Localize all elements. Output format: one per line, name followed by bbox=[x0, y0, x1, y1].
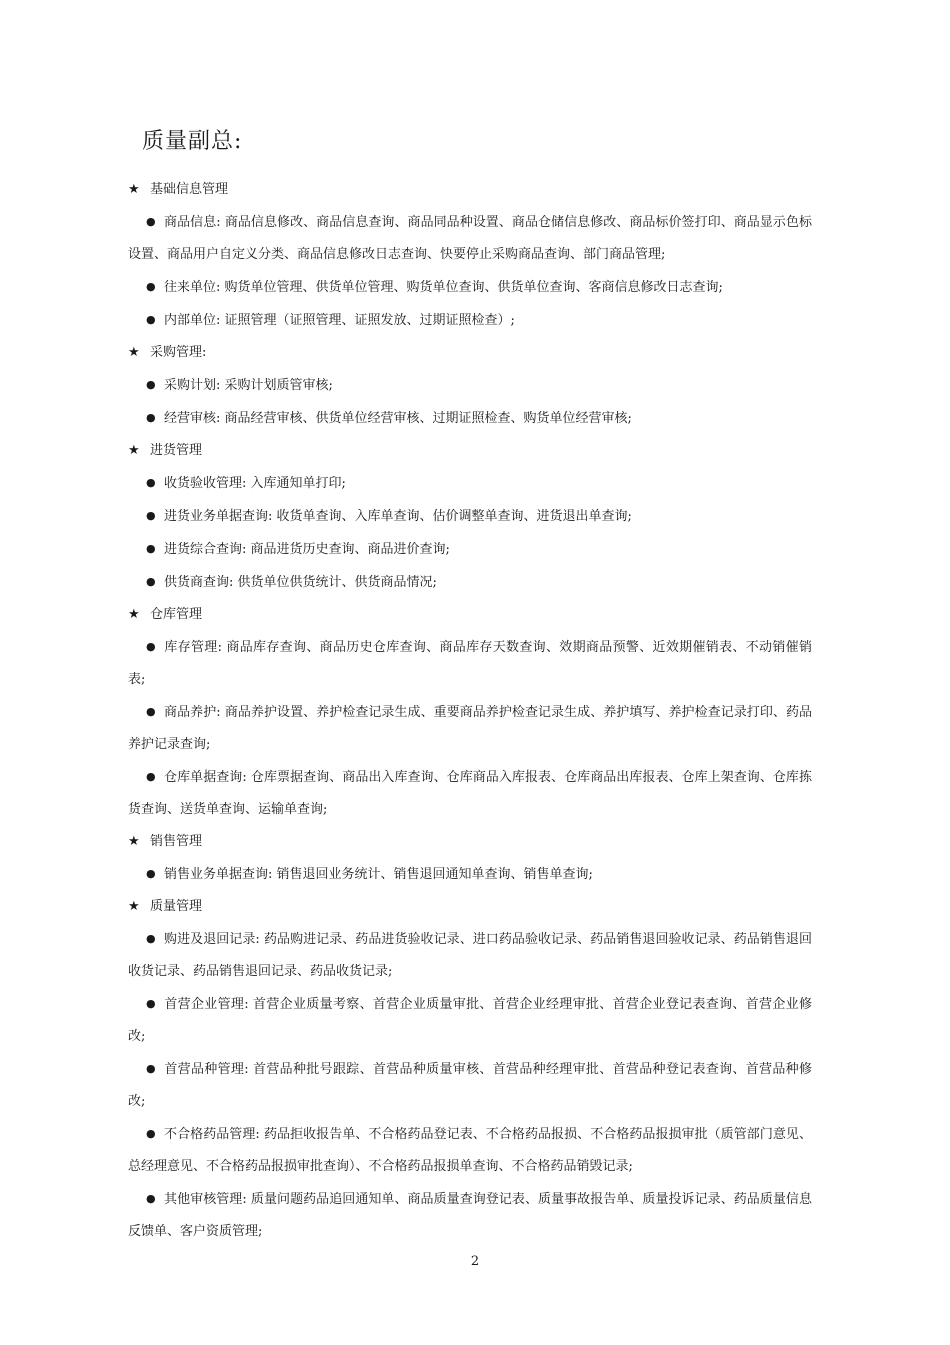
section-heading-text: 采购管理: bbox=[150, 345, 207, 360]
star-icon: ★ bbox=[128, 443, 140, 458]
item-label: 不合格药品管理: bbox=[164, 1127, 260, 1142]
item-label: 进货综合查询: bbox=[164, 542, 247, 557]
list-item bbox=[128, 566, 812, 599]
item-text: 采购计划质管审核; bbox=[224, 378, 333, 393]
item-text: 药品购进记录、药品进货验收记录、进口药品验收记录、药品销售退回验收记录、药品销售退回收货记录、药品销售退回记录、药品收货记录; bbox=[128, 932, 812, 979]
section-heading bbox=[128, 826, 812, 858]
list-item bbox=[128, 304, 812, 337]
page-number: 2 bbox=[470, 1254, 480, 1269]
item-label: 首营企业管理: bbox=[164, 997, 249, 1012]
section-heading-text: 仓库管理 bbox=[150, 607, 203, 622]
item-text: 商品养护设置、养护检查记录生成、重要商品养护检查记录生成、养护填写、养护检查记录打印、药品养护记录查询; bbox=[128, 705, 812, 752]
bullet-icon: ● bbox=[146, 575, 156, 588]
section-heading-text: 质量管理 bbox=[150, 899, 203, 914]
list-item bbox=[128, 500, 812, 533]
bullet-icon: ● bbox=[146, 640, 156, 653]
bullet-icon: ● bbox=[146, 509, 156, 522]
star-icon: ★ bbox=[128, 834, 140, 849]
bullet-icon: ● bbox=[146, 280, 156, 293]
star-icon: ★ bbox=[128, 182, 140, 197]
bullet-icon: ● bbox=[146, 867, 156, 880]
bullet-icon: ● bbox=[146, 542, 156, 555]
bullet-icon: ● bbox=[146, 770, 156, 783]
item-label: 往来单位: bbox=[164, 280, 221, 295]
item-text: 商品进货历史查询、商品进价查询; bbox=[250, 542, 450, 557]
item-label: 采购计划: bbox=[164, 378, 221, 393]
item-text: 商品库存查询、商品历史仓库查询、商品库存天数查询、效期商品预警、近效期催销表、不动销催销表; bbox=[128, 640, 812, 687]
item-label: 销售业务单据查询: bbox=[164, 867, 273, 882]
bullet-icon: ● bbox=[146, 215, 156, 228]
list-item bbox=[128, 761, 812, 826]
item-text: 商品信息修改、商品信息查询、商品同品种设置、商品仓储信息修改、商品标价签打印、商品显示色标设置、商品用户自定义分类、商品信息修改日志查询、快要停止采购商品查询、部门商品管理; bbox=[128, 215, 812, 262]
list-item bbox=[128, 1118, 812, 1183]
item-label: 进货业务单据查询: bbox=[164, 509, 273, 524]
section-heading bbox=[128, 174, 812, 206]
bullet-icon: ● bbox=[146, 476, 156, 489]
list-item bbox=[128, 271, 812, 304]
item-text: 销售退回业务统计、销售退回通知单查询、销售单查询; bbox=[276, 867, 593, 882]
item-label: 商品养护: bbox=[164, 705, 221, 720]
item-label: 内部单位: bbox=[164, 313, 221, 328]
item-label: 首营品种管理: bbox=[164, 1062, 249, 1077]
item-label: 仓库单据查询: bbox=[164, 770, 247, 785]
bullet-icon: ● bbox=[146, 1192, 156, 1205]
page-title: 质量副总: bbox=[142, 129, 243, 154]
list-item bbox=[128, 696, 812, 761]
bullet-icon: ● bbox=[146, 705, 156, 718]
item-text: 首营品种批号跟踪、首营品种质量审核、首营品种经理审批、首营品种登记表查询、首营品种修改; bbox=[128, 1062, 812, 1109]
list-item bbox=[128, 206, 812, 271]
bullet-icon: ● bbox=[146, 997, 156, 1010]
bullet-icon: ● bbox=[146, 378, 156, 391]
bullet-icon: ● bbox=[146, 411, 156, 424]
item-label: 经营审核: bbox=[164, 411, 221, 426]
item-text: 收货单查询、入库单查询、估价调整单查询、进货退出单查询; bbox=[276, 509, 632, 524]
item-text: 供货单位供货统计、供货商品情况; bbox=[237, 575, 437, 590]
star-icon: ★ bbox=[128, 899, 140, 914]
item-label: 购进及退回记录: bbox=[164, 932, 260, 947]
item-text: 购货单位管理、供货单位管理、购货单位查询、供货单位查询、客商信息修改日志查询; bbox=[224, 280, 723, 295]
list-item bbox=[128, 988, 812, 1053]
bullet-icon: ● bbox=[146, 1062, 156, 1075]
item-label: 收货验收管理: bbox=[164, 476, 247, 491]
star-icon: ★ bbox=[128, 345, 140, 360]
list-item bbox=[128, 402, 812, 435]
item-text: 仓库票据查询、商品出入库查询、仓库商品入库报表、仓库商品出库报表、仓库上架查询、仓库拣货查询、送货单查询、运输单查询; bbox=[128, 770, 812, 817]
list-item bbox=[128, 1053, 812, 1118]
bullet-icon: ● bbox=[146, 932, 156, 945]
list-item bbox=[128, 923, 812, 988]
list-item bbox=[128, 631, 812, 696]
list-item bbox=[128, 1183, 812, 1248]
section-heading bbox=[128, 599, 812, 631]
item-label: 其他审核管理: bbox=[164, 1192, 247, 1207]
item-label: 商品信息: bbox=[164, 215, 221, 230]
section-heading-text: 进货管理 bbox=[150, 443, 203, 458]
section-heading bbox=[128, 337, 812, 369]
section-heading bbox=[128, 435, 812, 467]
section-heading-text: 销售管理 bbox=[150, 834, 203, 849]
bullet-icon: ● bbox=[146, 1127, 156, 1140]
list-item bbox=[128, 858, 812, 891]
star-icon: ★ bbox=[128, 607, 140, 622]
item-text: 商品经营审核、供货单位经营审核、过期证照检查、购货单位经营审核; bbox=[224, 411, 632, 426]
item-label: 供货商查询: bbox=[164, 575, 234, 590]
item-text: 首营企业质量考察、首营企业质量审批、首营企业经理审批、首营企业登记表查询、首营企业修改; bbox=[128, 997, 812, 1044]
list-item bbox=[128, 533, 812, 566]
bullet-icon: ● bbox=[146, 313, 156, 326]
section-heading bbox=[128, 891, 812, 923]
item-label: 库存管理: bbox=[164, 640, 222, 655]
section-heading-text: 基础信息管理 bbox=[150, 182, 229, 197]
list-item bbox=[128, 369, 812, 402]
item-text: 入库通知单打印; bbox=[250, 476, 346, 491]
document-body bbox=[128, 174, 812, 1248]
item-text: 药品拒收报告单、不合格药品登记表、不合格药品报损、不合格药品报损审批（质管部门意见、总经理意见、不合格药品报损审批查询）、不合格药品报损单查询、不合格药品销毁记录; bbox=[128, 1127, 812, 1174]
item-text: 质量问题药品追回通知单、商品质量查询登记表、质量事故报告单、质量投诉记录、药品质量信息反馈单、客户资质管理; bbox=[128, 1192, 812, 1239]
list-item bbox=[128, 467, 812, 500]
item-text: 证照管理（证照管理、证照发放、过期证照检查）; bbox=[224, 313, 515, 328]
